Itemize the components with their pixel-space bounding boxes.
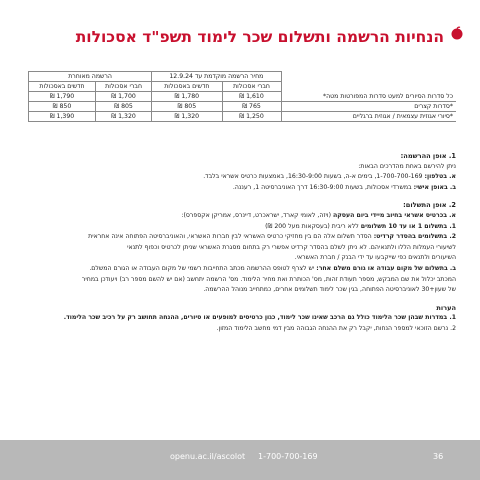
item-lead: 2. בתשלומים בהסדר קרדיט:	[373, 233, 456, 241]
price-cell: 1,610 ₪	[222, 92, 281, 102]
apple-logo-icon	[450, 26, 464, 40]
table-subheader-row	[29, 82, 457, 92]
price-cell: 805 ₪	[95, 102, 151, 112]
item-lead: ב. בתשלום של מקום עבודה או גורם משלם אחר:	[316, 264, 456, 272]
paragraph-line: המכתב יכלול את שם המבקש, מספר תעודת זהות, מס' הכותרת ואת מחיר הלימוד. מס' הרשמה יתחשב (אם יש להשם מספר רב) ויעודכן במחיר	[81, 275, 456, 283]
price-cell: 1,790 ₪	[29, 92, 96, 102]
header-late-registration: הרשמה מאוחרת	[29, 72, 152, 82]
payment-installments-item	[28, 222, 456, 233]
item-text: הסדר תשלום אלה הם בין מחזיקי כרטיס האשראי לבין חברות האשראי, והאוניברסיטה הפתוחה אינה אחראית	[88, 233, 372, 241]
header-early-registration: מחיר הרשמה מוקדמת עד 12.9.24	[152, 72, 281, 82]
note-item: 1. במדרות שבהן שכר הלימוד כולל גם הרכב שאינו שכר לימוד, כגון כרטיסים למופעים או סיורים, ההנחה תחושב רק על רכיב שכר הלימוד.	[63, 314, 456, 322]
table-row	[29, 102, 457, 112]
paragraph-line: השיעורים ולתנאים כפי שייקבעו עד ידי הבנק / חברת האשראי.	[294, 254, 456, 262]
section-payment-title: 2. אופן התשלום:	[403, 201, 456, 210]
row-label: *סדרות קצרים	[281, 102, 456, 112]
item-lead: ב. באופן אישי:	[413, 183, 456, 191]
price-cell: 1,700 ₪	[95, 92, 151, 102]
payment-employer-item	[28, 264, 456, 275]
item-text: 1-700-700-169, בימים א-ה, בשעות 16:30-9:00, באמצעות כרטיס אשראי בלבד.	[203, 173, 423, 181]
table-row	[29, 92, 457, 102]
section-registration-title: 1. אופן ההרשמה:	[400, 152, 456, 160]
payment-credit-arrangement-item	[28, 232, 456, 243]
paragraph-line: לשיעורי העמלות הללו ולתנאיהם. לא ניתן לשלם בהסדר קרדיט אפשרי רק בתחום מסגרת האשראי שניתן לכרטיס וכפוף לתנאי	[127, 243, 456, 251]
price-cell: 805 ₪	[152, 102, 222, 112]
item-lead: א. בכרטיס אשראי בחיוב מיידי ביום העסקה	[333, 211, 456, 219]
item-text: יש לצרף לטופס ההרשמה מכתב התחייבות רשמי של מקום העבודה או הגורם המשלם.	[89, 264, 315, 272]
item-text: במשרדי אסכולות, בשעות 16:30-9:00 דרך האוניברסיטה 1, רעננה.	[232, 183, 412, 191]
table-row	[29, 112, 457, 122]
registration-in-person-item	[28, 183, 456, 194]
paragraph-line: של שעון+30 לאוניברסיטה הפתוחה, בגין שכר לימוד תשלומים אחרים, כמתחייב מנוהל ההרשמה.	[203, 286, 456, 294]
table-header-row	[29, 72, 457, 82]
price-cell: 765 ₪	[222, 102, 281, 112]
payment-credit-item	[28, 211, 456, 222]
footer-phone: 1-700-700-169	[258, 452, 318, 461]
row-label: כל סדרות הסיורים למעט סדרות המפורטות מטה*	[281, 92, 456, 102]
item-text: ללא ריבית (בעסקאות מעל 200 ₪)	[265, 222, 359, 230]
price-cell: 1,320 ₪	[95, 112, 151, 122]
col-early-new: חדשים באסכולות	[152, 82, 222, 92]
notes-title: הערות	[436, 303, 456, 312]
price-cell: 1,780 ₪	[152, 92, 222, 102]
section-registration-intro: ניתן להירשם באחת מהדרכים הבאות:	[358, 162, 456, 170]
price-cell: 850 ₪	[29, 102, 96, 112]
footer-url-link[interactable]: openu.ac.il/ascolot	[170, 452, 246, 461]
price-cell: 1,320 ₪	[152, 112, 222, 122]
item-text: (ויזה, לאומי קארד, ישראכרט, דיינרס, אמריקן אקספרס):	[181, 211, 332, 219]
price-cell: 1,390 ₪	[29, 112, 96, 122]
col-late-members: חברי אסכולות	[95, 82, 151, 92]
page-number: 36	[433, 452, 444, 461]
item-lead: 1. בתשלום 1 או עד 10 תשלומים	[360, 222, 456, 230]
row-label: *סיורי אגוזית עצמאית / אגוזית ברגליים	[281, 112, 456, 122]
price-cell: 1,250 ₪	[222, 112, 281, 122]
note-item: 2. נרשם הזוכאי למספר הנחות, יקבל רק את ההנחה הגבוהה מבין דמי מחשב הלימוד המזון.	[216, 324, 456, 332]
col-late-new: חדשים באסכולות	[29, 82, 96, 92]
col-early-members: חברי אסכולות	[222, 82, 281, 92]
item-lead: א. בטלפון:	[424, 173, 456, 181]
page-title: הנחיות הרשמה ותשלום שכר לימוד תשפ"ד אסכולות	[75, 28, 444, 46]
document-body	[28, 151, 456, 335]
registration-phone-item	[28, 172, 456, 183]
price-table	[28, 71, 456, 122]
